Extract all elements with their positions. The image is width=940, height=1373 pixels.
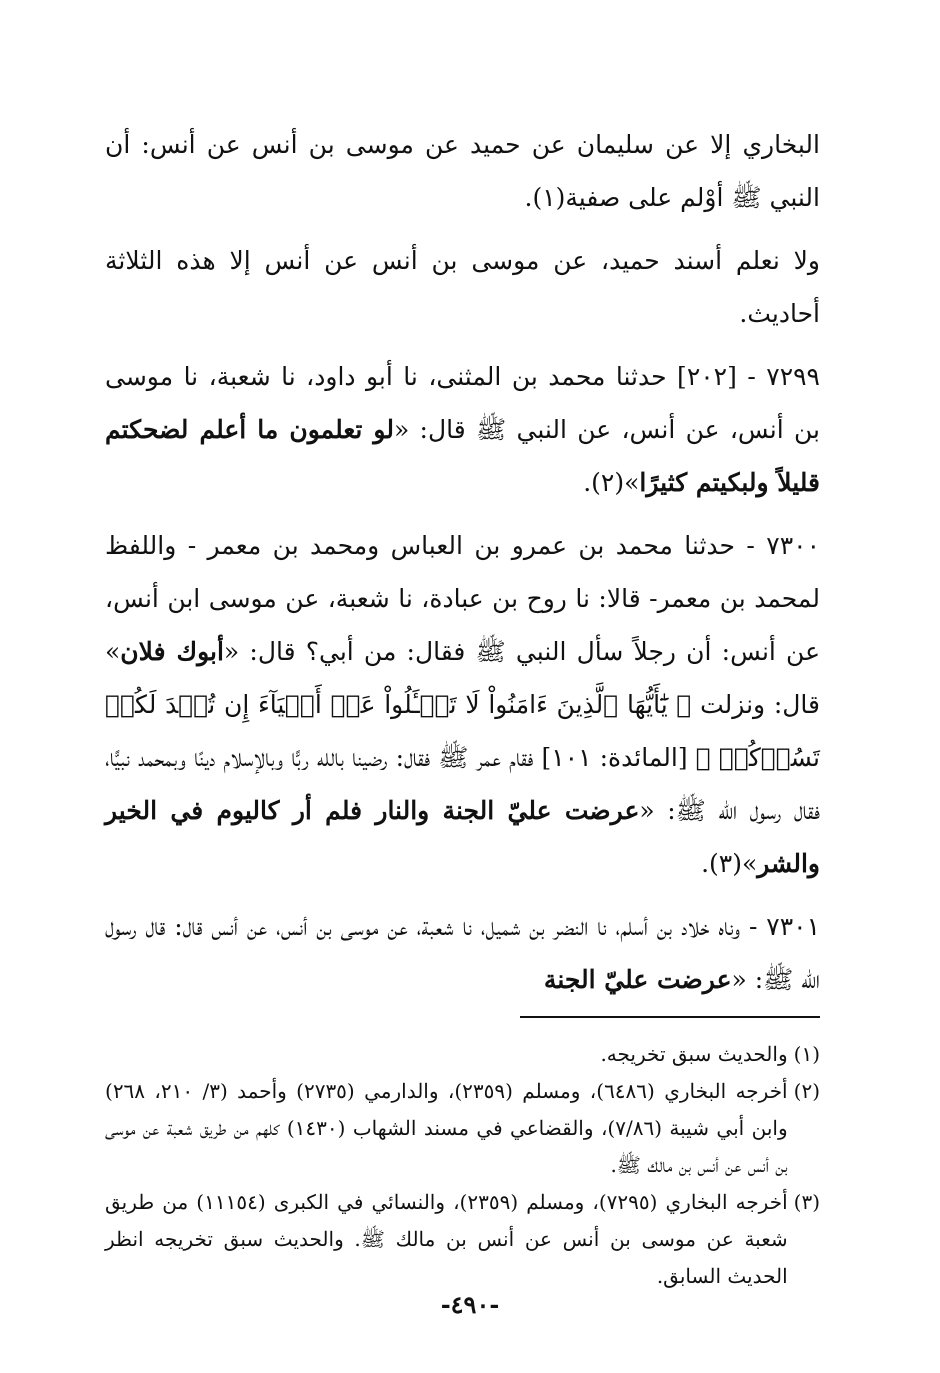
- footnote-text: أخرجه البخاري (٧٢٩٥)، ومسلم (٢٣٥٩)، والنسائي في الكبرى (١١١٥٤) من طريق شعبة عن موسى بن أنس عن أنس بن مالك ﷺ. والحديث سبق تخريجه انظر الحديث السابق.: [105, 1190, 788, 1288]
- hadith-7300-suffix: »(٣).: [701, 849, 758, 878]
- hadith-7299-quote: لو تعلمون ما أعلم لضحكتم قليلاً ولبكيتم كثيرًا: [105, 415, 820, 497]
- hadith-7301-prefix: ٧٣٠١ - وناه خلاد بن أسلم، نا النضر بن شميل، نا شعبة، عن موسى بن أنس، عن أنس قال: قال رسول الله ﷺ: «: [105, 912, 821, 994]
- hadith-7300-part2: » قال: ونزلت ﴿ يَٰٓأَيُّهَا ٱلَّذِينَ ءَامَنُواْ لَا تَسۡـَٔلُواْ عَنۡ أَشۡيَآءَ إِن تُبۡدَ لَكُمۡ تَسُؤۡكُمۡ ﴾ [المائدة: ١٠١] فقام عمر ﷺ فقال: رضينا بالله ربًّا وبالإسلام دينًا وبمحمد نبيًّا، فقال رسول الله ﷺ: «: [105, 637, 820, 825]
- hadith-7300-quote2: عرضت عليّ الجنة والنار فلم أر كاليوم في الخير والشر: [105, 796, 820, 878]
- hadith-7301-quote: عرضت عليّ الجنة: [543, 965, 732, 994]
- footnote-text: والحديث سبق تخريجه.: [600, 1042, 788, 1066]
- footnote-divider: [520, 1016, 820, 1018]
- footnote-number: (٢): [793, 1079, 820, 1103]
- paragraph-continuation: البخاري إلا عن سليمان عن حميد عن موسى بن أنس عن أنس: أن النبي ﷺ أوْلم على صفية(١).: [105, 130, 820, 212]
- footnote-number: (١): [793, 1042, 820, 1066]
- hadith-7300: [105, 519, 820, 890]
- hadith-7301: [105, 900, 820, 1006]
- footnote-text: أخرجه البخاري (٦٤٨٦)، ومسلم (٢٣٥٩)، والدارمي (٢٧٣٥) وأحمد (٣/ ٢١٠، ٢٦٨) وابن أبي شيبة (٧/٨٦)، والقضاعي في مسند الشهاب (١٤٣٠) كلهم من طريق شعبة عن موسى بن أنس عن أنس بن مالك ﷺ.: [105, 1079, 788, 1177]
- paragraph-note: ولا نعلم أسند حميد، عن موسى بن أنس عن أنس إلا هذه الثلاثة أحاديث.: [105, 246, 820, 328]
- footnote-2: [105, 1073, 820, 1184]
- main-text: [105, 118, 820, 1006]
- footnotes: [105, 1036, 820, 1295]
- footnote-number: (٣): [793, 1190, 820, 1214]
- hadith-7300-quote1: أبوك فلان: [120, 637, 224, 666]
- footnote-3: [105, 1184, 820, 1295]
- page-number: -٤٩٠-: [440, 1290, 500, 1319]
- footnote-1: [105, 1036, 820, 1073]
- hadith-7300-part1: ٧٣٠٠ - حدثنا محمد بن عمرو بن العباس ومحمد بن معمر - واللفظ لمحمد بن معمر- قالا: نا روح بن عبادة، نا شعبة، عن موسى ابن أنس، عن أنس: أن رجلاً سأل النبي ﷺ فقال: من أبي؟ قال: «: [105, 531, 820, 666]
- hadith-7299-suffix: »(٢).: [583, 468, 640, 497]
- hadith-7299: [105, 350, 820, 509]
- hadith-7299-prefix: ٧٢٩٩ - [٢٠٢] حدثنا محمد بن المثنى، نا أبو داود، نا شعبة، نا موسى بن أنس، عن أنس، عن النبي ﷺ قال: «: [105, 362, 820, 444]
